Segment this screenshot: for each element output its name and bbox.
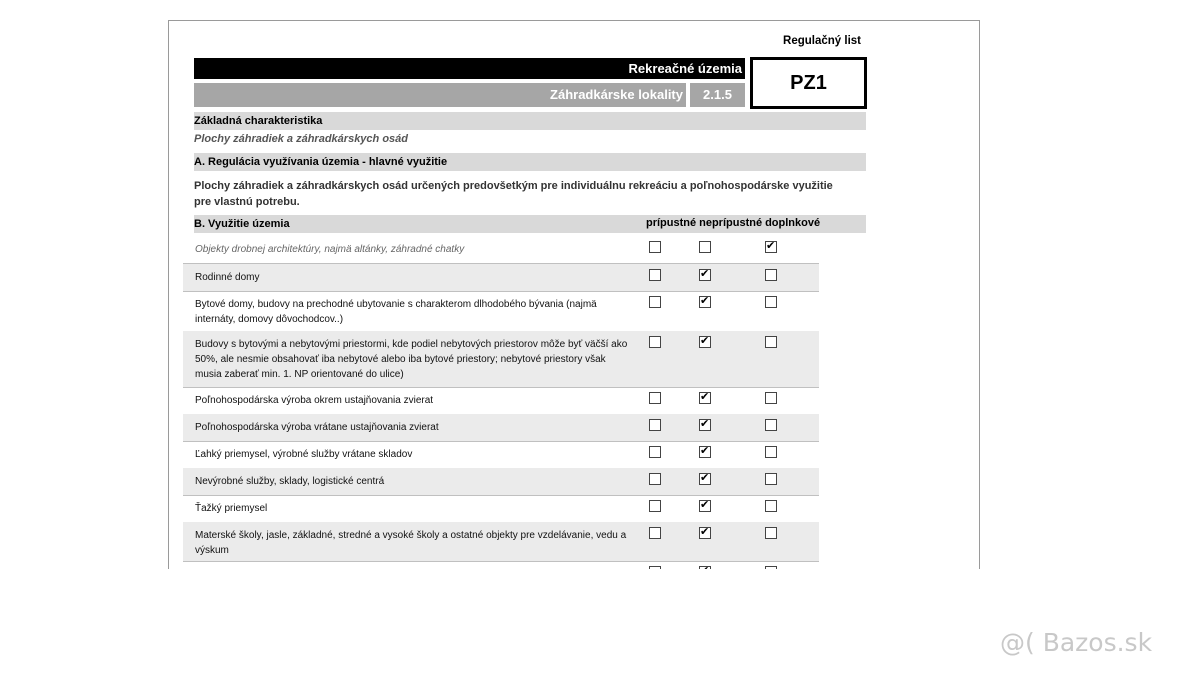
checkbox-supplementary[interactable] <box>765 336 777 348</box>
col-forbidden: neprípustné <box>699 217 763 229</box>
code-box <box>690 83 745 107</box>
checkbox-forbidden[interactable] <box>699 500 711 512</box>
row-label: Nevýrobné služby, sklady, logistické centrá <box>195 476 385 487</box>
document-page <box>168 20 980 569</box>
checkbox-supplementary[interactable] <box>765 473 777 485</box>
row-label: Poľnohospodárska výroba okrem ustajňovania zvierat <box>195 395 434 406</box>
checkbox-supplementary[interactable] <box>765 419 777 431</box>
section-a-text: Plochy záhradiek a záhradkárskych osád určených predovšetkým pre individuálnu rekreáciu a poľnohospodárske využitie pre vlastnú potrebu. <box>194 180 833 208</box>
checkbox-forbidden[interactable] <box>699 446 711 458</box>
row-label: Poľnohospodárska výroba vrátane ustajňovania zvierat <box>195 422 439 433</box>
table-row <box>183 331 819 387</box>
table-row <box>183 561 819 569</box>
table-row <box>183 387 819 414</box>
section-b-heading-text: B. Využitie územia <box>194 218 290 230</box>
table-row <box>183 441 819 468</box>
title-bar-gray <box>194 83 686 107</box>
col-supplementary: doplnkové <box>765 217 821 229</box>
checkbox-allowed[interactable] <box>649 296 661 308</box>
row-label: Bytové domy, budovy na prechodné ubytovanie s charakterom dlhodobého bývania (najmä internáty, domovy dôvochodcov..) <box>195 299 597 325</box>
checkbox-allowed[interactable] <box>649 419 661 431</box>
title-bar-black <box>194 58 745 79</box>
checkbox-forbidden[interactable] <box>699 473 711 485</box>
basic-characteristics-heading <box>194 112 866 130</box>
basic-heading-text: Základná charakteristika <box>194 115 323 127</box>
checkbox-supplementary[interactable] <box>765 446 777 458</box>
checkbox-forbidden[interactable] <box>699 296 711 308</box>
section-a-heading-text: A. Regulácia využívania územia - hlavné využitie <box>194 156 448 168</box>
checkbox-allowed[interactable] <box>649 473 661 485</box>
checkbox-forbidden[interactable] <box>699 241 711 253</box>
table-row <box>183 291 819 331</box>
table-row <box>183 468 819 495</box>
checkbox-allowed[interactable] <box>649 500 661 512</box>
checkbox-forbidden[interactable] <box>699 527 711 539</box>
column-headers <box>646 217 823 229</box>
checkbox-forbidden[interactable] <box>699 392 711 404</box>
checkbox-forbidden[interactable] <box>699 566 711 569</box>
checkbox-allowed[interactable] <box>649 392 661 404</box>
zone-code-box: PZ1 <box>750 57 867 109</box>
checkbox-allowed[interactable] <box>649 527 661 539</box>
checkbox-forbidden[interactable] <box>699 419 711 431</box>
code-label: 2.1.5 <box>703 87 732 102</box>
checkbox-allowed[interactable] <box>649 446 661 458</box>
row-label: Ťažký priemysel <box>195 503 268 514</box>
table-row <box>183 264 819 291</box>
checkbox-forbidden[interactable] <box>699 269 711 281</box>
checkbox-allowed[interactable] <box>649 269 661 281</box>
row-label: Ľahký priemysel, výrobné služby vrátane skladov <box>195 449 413 460</box>
col-allowed: prípustné <box>646 217 697 229</box>
title-garden-localities: Záhradkárske lokality <box>550 87 683 102</box>
row-label: Rodinné domy <box>195 272 260 283</box>
checkbox-supplementary[interactable] <box>765 269 777 281</box>
section-a-heading <box>194 153 866 171</box>
table-row <box>183 236 819 263</box>
table-row <box>183 414 819 441</box>
table-row <box>183 522 819 561</box>
checkbox-forbidden[interactable] <box>699 336 711 348</box>
basic-subtitle: Plochy záhradiek a záhradkárskych osád <box>194 133 408 145</box>
row-label: Budovy s bytovými a nebytovými priestormi, kde podiel nebytových priestorov môže byť väčší ako 50%, ale nesmie obsahovať iba nebytové alebo iba bytové priestory; nebytové priestory však musia zaberať min. 1. NP orientované do ulice) <box>195 339 628 380</box>
title-recreational-areas: Rekreačné územia <box>628 61 742 76</box>
checkbox-allowed[interactable] <box>649 566 661 569</box>
checkbox-supplementary[interactable] <box>765 527 777 539</box>
checkbox-supplementary[interactable] <box>765 566 777 569</box>
checkbox-allowed[interactable] <box>649 336 661 348</box>
row-label: Materské školy, jasle, základné, stredné a vysoké školy a ostatné objekty pre vzdelávanie, vedu a výskum <box>195 530 627 556</box>
regulation-list-label: Regulačný list <box>783 35 861 47</box>
checkbox-supplementary[interactable] <box>765 392 777 404</box>
table-row <box>183 495 819 522</box>
checkbox-allowed[interactable] <box>649 241 661 253</box>
checkbox-supplementary[interactable] <box>765 241 777 253</box>
checkbox-supplementary[interactable] <box>765 296 777 308</box>
checkbox-supplementary[interactable] <box>765 500 777 512</box>
row-label: Objekty drobnej architektúry, najmä altánky, záhradné chatky <box>195 244 465 255</box>
bazos-watermark: @( Bazos.sk <box>1000 628 1153 657</box>
